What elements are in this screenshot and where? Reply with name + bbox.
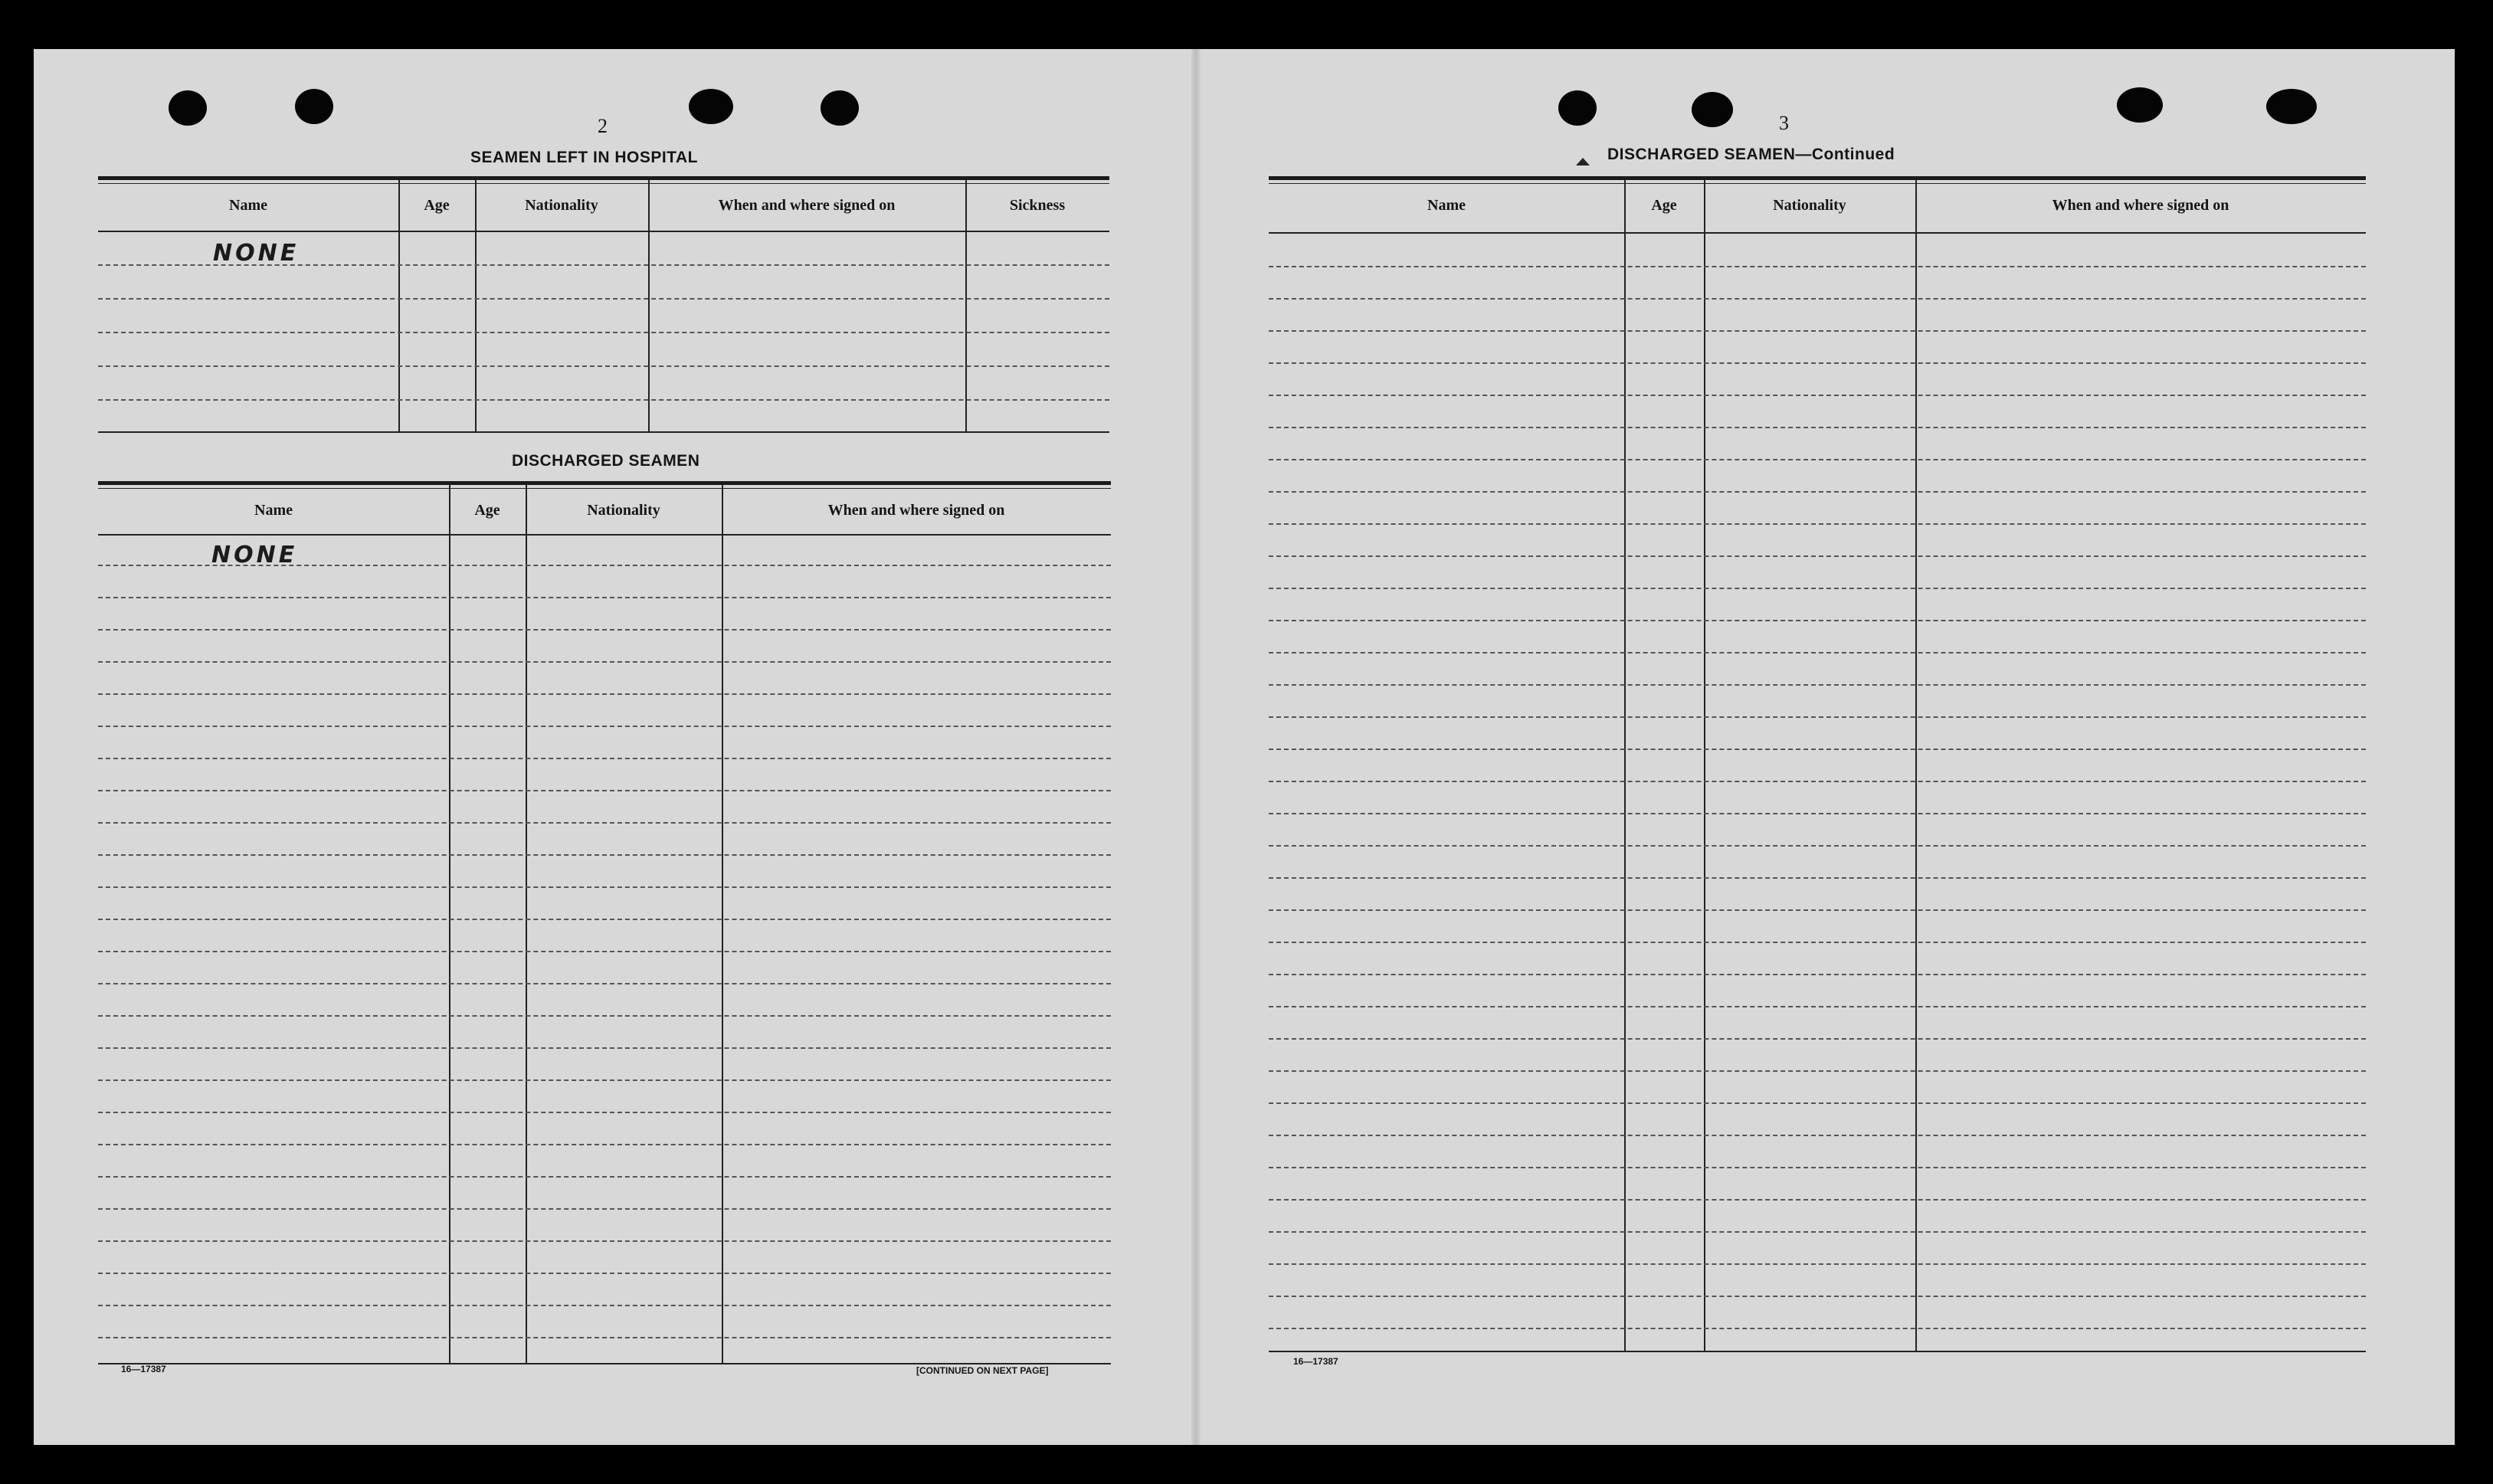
column-signed-on: When and where signed on [827, 502, 1005, 519]
column-divider [398, 180, 400, 431]
row-rule [1269, 1038, 2366, 1040]
page-number-left: 2 [598, 115, 608, 137]
punch-hole [821, 90, 859, 126]
row-rule [98, 1176, 1111, 1178]
row-rule [98, 951, 1111, 952]
discharged-table-title: DISCHARGED SEAMEN [512, 452, 700, 470]
column-name: Name [1427, 197, 1466, 214]
row-rule [1269, 749, 2366, 750]
row-rule [1269, 427, 2366, 428]
column-nationality: Nationality [525, 197, 598, 214]
row-rule [1269, 877, 2366, 879]
punch-hole [295, 89, 333, 124]
column-divider [1624, 180, 1626, 1351]
handwritten-entry: NONE [211, 542, 298, 568]
column-age: Age [1651, 197, 1677, 214]
row-rule [98, 1047, 1111, 1049]
row-rule [1269, 459, 2366, 460]
continued-note: [CONTINUED ON NEXT PAGE] [916, 1365, 1049, 1376]
column-divider [965, 180, 967, 431]
column-signed-on: When and where signed on [2052, 197, 2229, 214]
row-rule [98, 983, 1111, 984]
row-rule [1269, 491, 2366, 493]
row-rule [1269, 330, 2366, 332]
column-sickness: Sickness [1009, 197, 1066, 214]
row-rule [1269, 716, 2366, 718]
column-divider [475, 180, 477, 431]
row-rule [98, 365, 1109, 367]
column-signed-on: When and where signed on [718, 197, 896, 214]
column-divider [648, 180, 650, 431]
column-divider [722, 485, 723, 1363]
hospital-table-title: SEAMEN LEFT IN HOSPITAL [470, 149, 698, 166]
column-divider [1704, 180, 1705, 1351]
column-name: Name [229, 197, 267, 214]
row-rule [1269, 1135, 2366, 1136]
row-rule [98, 1273, 1111, 1274]
page-number-right: 3 [1779, 112, 1789, 134]
row-rule [98, 1240, 1111, 1242]
row-rule [98, 693, 1111, 695]
row-rule [98, 758, 1111, 759]
row-rule [1269, 1006, 2366, 1007]
row-rule [98, 919, 1111, 920]
form-number-right: 16—17387 [1293, 1356, 1338, 1367]
row-rule [98, 886, 1111, 888]
row-rule [98, 1079, 1111, 1081]
table-bottom-rule [98, 431, 1109, 433]
handwritten-entry: NONE [213, 240, 300, 267]
row-rule [1269, 523, 2366, 525]
row-rule [98, 298, 1109, 300]
row-rule [1269, 266, 2366, 267]
row-rule [98, 399, 1109, 401]
row-rule [1269, 555, 2366, 557]
row-rule [1269, 1199, 2366, 1201]
row-rule [98, 1305, 1111, 1306]
row-rule [1269, 813, 2366, 814]
row-rule [98, 854, 1111, 856]
continued-table [1269, 176, 2366, 1352]
row-rule [1269, 684, 2366, 686]
row-rule [1269, 909, 2366, 911]
row-rule [98, 1015, 1111, 1017]
hospital-table [98, 176, 1109, 433]
punch-hole [2266, 89, 2317, 124]
punch-hole [689, 89, 733, 124]
row-rule [98, 1208, 1111, 1210]
row-rule [98, 790, 1111, 791]
table-bottom-rule [1269, 1351, 2366, 1352]
row-rule [98, 661, 1111, 663]
discharged-table [98, 481, 1111, 1364]
row-rule [1269, 362, 2366, 364]
table-bottom-rule [98, 1363, 1111, 1364]
punch-hole [1692, 92, 1733, 127]
page-fold [1191, 49, 1201, 1445]
row-rule [1269, 1231, 2366, 1233]
row-rule [1269, 1328, 2366, 1329]
row-rule [98, 1337, 1111, 1338]
row-rule [1269, 845, 2366, 847]
column-nationality: Nationality [587, 502, 660, 519]
column-age: Age [474, 502, 500, 519]
row-rule [98, 629, 1111, 631]
row-rule [1269, 652, 2366, 654]
row-rule [1269, 974, 2366, 975]
row-rule [1269, 588, 2366, 589]
column-divider [449, 485, 450, 1363]
row-rule [98, 332, 1109, 333]
row-rule [1269, 1102, 2366, 1104]
row-rule [98, 1112, 1111, 1113]
row-rule [1269, 781, 2366, 782]
column-name: Name [254, 502, 293, 519]
row-rule [98, 1144, 1111, 1145]
row-rule [1269, 298, 2366, 300]
row-rule [1269, 1263, 2366, 1265]
punch-hole [1558, 90, 1597, 126]
form-number-left: 16—17387 [121, 1364, 166, 1374]
column-divider [526, 485, 527, 1363]
row-rule [1269, 1070, 2366, 1072]
row-rule [1269, 942, 2366, 943]
column-divider [1915, 180, 1917, 1351]
row-rule [98, 726, 1111, 727]
continued-table-title: DISCHARGED SEAMEN—Continued [1607, 146, 1895, 163]
punch-hole [2117, 87, 2163, 123]
row-rule [1269, 1296, 2366, 1297]
row-rule [1269, 395, 2366, 396]
row-rule [1269, 620, 2366, 621]
row-rule [98, 597, 1111, 598]
caret-mark [1576, 158, 1590, 165]
row-rule [98, 822, 1111, 824]
row-rule [1269, 1167, 2366, 1168]
column-nationality: Nationality [1773, 197, 1846, 214]
column-age: Age [424, 197, 450, 214]
punch-hole [169, 90, 207, 126]
